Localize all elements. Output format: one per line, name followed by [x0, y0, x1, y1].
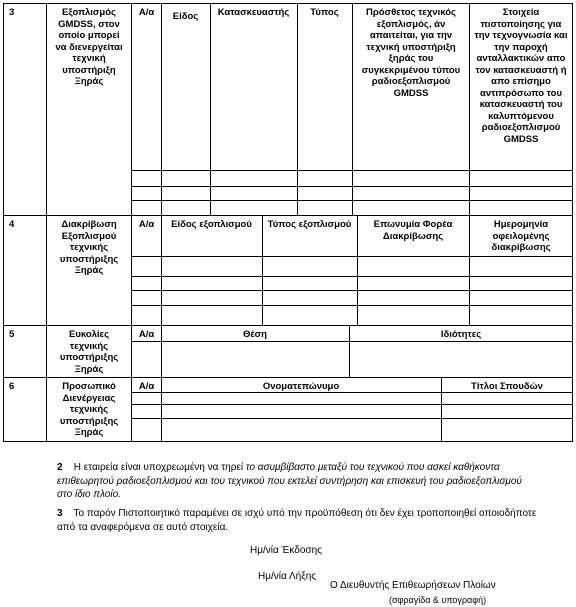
- section-number: 5: [9, 329, 15, 340]
- section-label: Ευκολίες τεχνικής υποστήριξης Ξηράς: [59, 329, 119, 375]
- section-divider: [3, 215, 573, 216]
- label-column-divider: [131, 3, 132, 441]
- table-border-left: [3, 3, 4, 441]
- column-header: Τύπος: [310, 7, 339, 18]
- director-title: Ο Διευθυντής Επιθεωρήσεων Πλοίων: [330, 580, 496, 591]
- s3-row-line: [131, 200, 573, 201]
- s6-row-line: [131, 418, 573, 419]
- section-number: 3: [9, 7, 15, 18]
- s4-row-line: [131, 276, 573, 277]
- s3-row-line: [131, 186, 573, 187]
- section-label: Προσωπικό Διενέργειας τεχνικής υποστήριξης Ξηράς: [59, 381, 119, 438]
- column-header: Ημερομηνία οφειλομένης διακρίβωσης: [491, 219, 551, 253]
- section-number: 4: [9, 219, 15, 230]
- column-header: Επωνυμία Φορέα Διακρίβωσης: [373, 219, 453, 242]
- issue-date-label: Ημ/νία Έκδοσης: [250, 545, 322, 556]
- stamp-signature-note: (σφραγίδα & υπογραφή): [389, 595, 487, 605]
- column-header: Α/α: [138, 329, 155, 340]
- s3-col-divider: [210, 3, 211, 215]
- column-header: Τίτλοι Σπουδών: [471, 381, 543, 392]
- column-header: Ιδιότητες: [440, 329, 482, 340]
- s4-row-line: [131, 290, 573, 291]
- s3-col-divider: [352, 3, 353, 215]
- note-number: 3: [57, 508, 63, 519]
- column-header: Τύπος εξοπλισμού: [267, 219, 352, 230]
- note-text: Το παρόν Πιστοποιητικό παραμένει σε ισχύ υπό την προϋπόθεση ότι δεν έχει τροποποιηθεί οποιοδήποτε από τα αναφερόμενα σε αυτό στοιχεία.: [57, 508, 537, 533]
- s5-col-divider: [161, 325, 162, 377]
- s4-col-divider: [161, 215, 162, 325]
- section-divider: [3, 325, 573, 326]
- s3-col-divider: [469, 3, 470, 215]
- column-header: Είδος: [172, 11, 199, 22]
- expiry-date-label: Ημ/νία Λήξης: [258, 571, 317, 582]
- s4-col-divider: [262, 215, 263, 325]
- section-label: Εξοπλισμός GMDSS, στον οποίο μπορεί να διενεργείται τεχνική υποστήριξη Ξηράς: [55, 7, 123, 87]
- s5-row-line: [131, 341, 573, 342]
- column-header: Ονοματεπώνυμο: [262, 381, 340, 392]
- note-2: [57, 461, 537, 502]
- s4-col-divider: [357, 215, 358, 325]
- s4-row-line: [131, 256, 573, 257]
- section-label: Διακρίβωση Εξοπλισμού τεχνικής υποστήριξης Ξηράς: [59, 219, 119, 276]
- column-header: Είδος εξοπλισμού: [171, 219, 252, 230]
- column-header: Στοιχεία πιστοποίησης για την τεχνογνωσία και την παροχή ανταλλακτικών απο τον κατασκευαστή ή απο επίσημο αντιπρόσωπο του κατασκευαστή του καλυπτόμενου ραδιοεξοπλισμού GMDSS: [474, 7, 568, 145]
- table-border-bottom: [3, 441, 573, 442]
- note-text: Η εταιρεία είναι υποχρεωμένη να τηρεί: [73, 462, 246, 473]
- note-3: [57, 507, 537, 534]
- s6-col-divider: [441, 377, 442, 441]
- section-number: 6: [9, 381, 15, 392]
- section-divider: [3, 377, 573, 378]
- s3-col-divider: [161, 3, 162, 215]
- table-border-right: [572, 3, 573, 441]
- s6-row-line: [131, 404, 573, 405]
- column-header: Α/α: [138, 219, 155, 230]
- s6-col-divider: [161, 377, 162, 441]
- table-border-top: [3, 3, 573, 4]
- column-header: Πρόσθετος τεχνικός εξοπλισμός, άν απαιτείται, για την τεχνική υποστήριξη ξηράς του συγκεκριμένου τύπου ραδιοεξοπλισμού GMDSS: [361, 7, 461, 99]
- column-header: Θέση: [243, 329, 267, 340]
- s4-col-divider: [469, 215, 470, 325]
- note-number: 2: [57, 462, 63, 473]
- column-header: Κατασκευαστής: [217, 7, 290, 18]
- note-text-italic: το ασυμβίβαστο μεταξύ του τεχνικού που ασκεί καθήκοντα επιθεωρητού ραδιοεξοπλισμού και του τεχνικού που εκτελεί συντήρηση και επισκευή του ραδιοεξοπλισμού στο ίδιο πλοίο.: [57, 462, 522, 500]
- s3-row-line: [131, 170, 573, 171]
- column-header: Α/α: [138, 381, 155, 392]
- column-header: Α/α: [138, 7, 155, 18]
- s5-col-divider: [349, 325, 350, 377]
- s4-row-line: [131, 305, 573, 306]
- s3-col-divider: [297, 3, 298, 215]
- num-column-divider: [46, 3, 47, 441]
